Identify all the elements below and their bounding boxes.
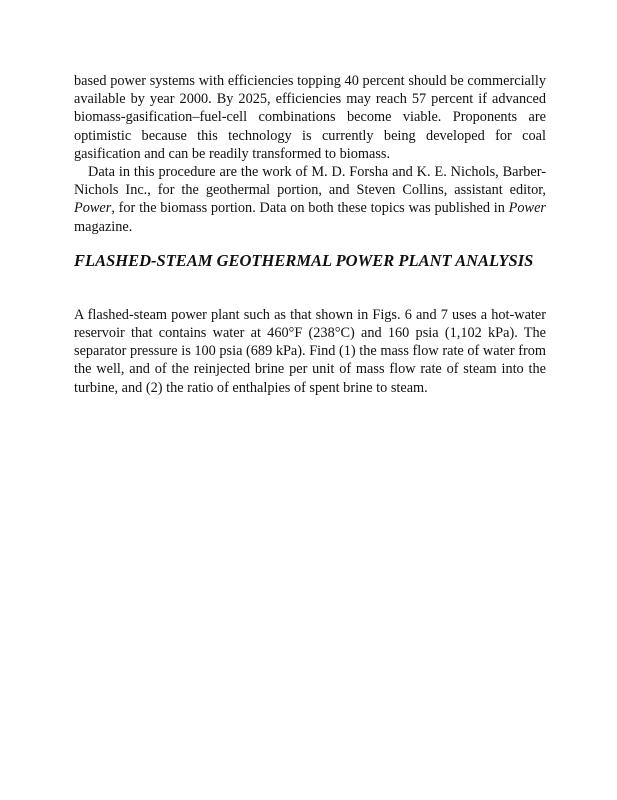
document-page xyxy=(74,72,546,397)
credits-text-1: Data in this procedure are the work of M. D. Forsha and K. E. Nichols, Barber-Nichols Inc., for the geothermal portion, and Steven Collins, assistant editor, xyxy=(74,164,546,199)
body-paragraph-biomass: based power systems with efficiencies topping 40 percent should be commercially available by year 2000. By 2025, efficiencies may reach 57 percent if advanced biomass-gasification–fuel-cell combinations become viable. Proponents are optimistic because this technology is currently being developed for coal gasification and can be readily transformed to biomass. xyxy=(74,73,546,162)
section-spacer xyxy=(74,271,546,306)
body-paragraph-credits xyxy=(74,163,546,236)
body-paragraph-problem: A flashed-steam power plant such as that shown in Figs. 6 and 7 uses a hot-water reservoir that contains water at 460°F (238°C) and 160 psia (1,102 kPa). The separator pressure is 100 psia (689 kPa). Find (1) the mass flow rate of water from the well, and of the reinjected brine per unit of mass flow rate of steam into the turbine, and (2) the ratio of enthalpies of spent brine to steam. xyxy=(74,306,546,396)
credits-italic-power-1: Power xyxy=(74,200,112,217)
credits-italic-power-2: Power xyxy=(508,200,546,217)
section-heading: FLASHED-STEAM GEOTHERMAL POWER PLANT ANALYSIS xyxy=(74,250,534,270)
credits-text-3: magazine. xyxy=(74,218,133,235)
credits-text-2: , for the biomass portion. Data on both these topics was published in xyxy=(111,200,509,217)
